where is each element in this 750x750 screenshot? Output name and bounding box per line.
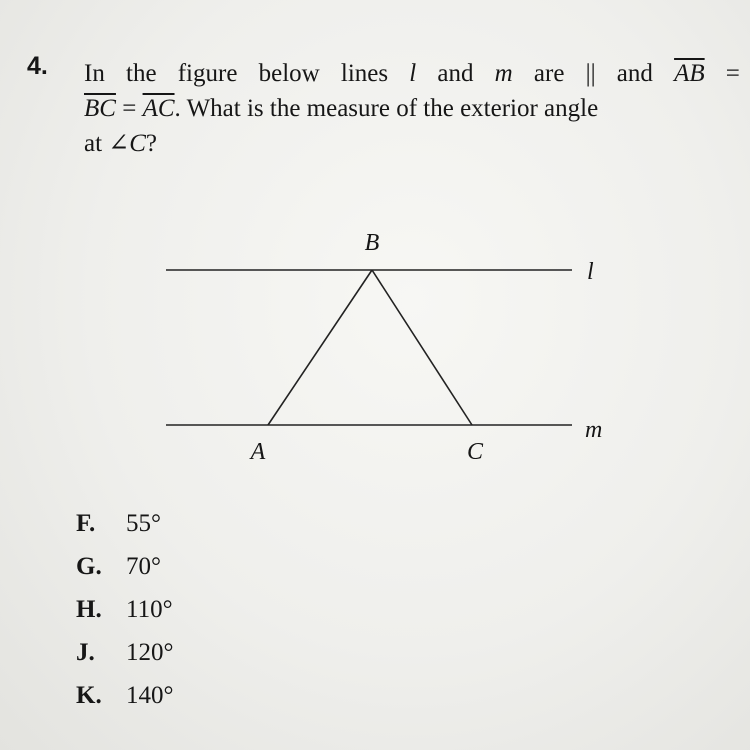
prompt-text: . What is the measure of the exterior angle [174,95,599,122]
line-l-symbol: l [409,60,417,87]
answer-choices [76,510,174,725]
segment-ac: $\overline{AC}$ [142,95,175,122]
answer-choice-f[interactable] [76,510,174,553]
question-number: 4. [27,52,48,80]
choice-letter: G. [76,553,102,580]
prompt-word: In [84,60,105,87]
answer-choice-h[interactable] [76,596,174,639]
prompt-word: figure [177,60,238,87]
prompt-word: below [258,60,320,87]
segment-bc-line [372,270,472,425]
angle-c-symbol: ∠C [108,130,146,157]
prompt-word: the [126,60,157,87]
vertex-c-label: C [466,439,484,465]
choice-value: 120° [126,639,174,666]
prompt-word: and [616,60,653,87]
choice-letter: F. [76,510,96,537]
choice-letter: H. [76,596,102,623]
answer-choice-g[interactable] [76,553,174,596]
answer-choice-j[interactable] [76,639,174,682]
vertex-a-label: A [250,439,266,465]
choice-letter: K. [76,682,102,709]
equals-sign: = [725,60,740,87]
parallel-symbol: || [585,60,596,87]
choice-value: 70° [126,553,161,580]
equals-sign: = [115,95,143,122]
choice-value: 110° [126,596,173,623]
vertex-b-label: B [364,230,380,256]
line-l-label: l [587,259,594,285]
prompt-text: ? [145,130,158,157]
choice-value: 55° [126,510,161,537]
segment-ab: $\overline{AB}$ [674,60,705,87]
answer-choice-k[interactable] [76,682,174,725]
prompt-word: lines [340,60,389,87]
segment-bc: $\overline{BC}$ [84,95,116,122]
segment-ab-line [268,270,372,425]
prompt-word: are [533,60,565,87]
prompt-text: at [84,130,109,157]
choice-letter: J. [76,639,95,666]
choice-value: 140° [126,682,174,709]
prompt-word: and [437,60,474,87]
line-m-symbol: m [494,60,513,87]
line-m-label: m [585,417,603,443]
